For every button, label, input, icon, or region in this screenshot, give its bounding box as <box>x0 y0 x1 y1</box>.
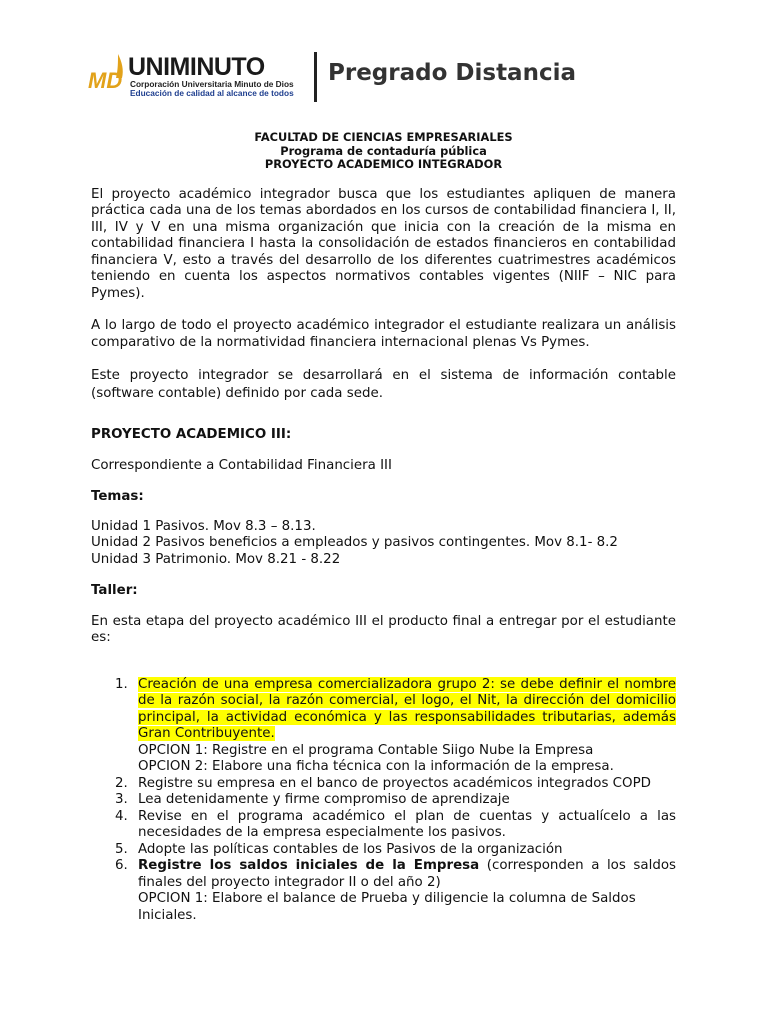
logo-subtitle: Corporación Universitaria Minuto de Dios <box>130 79 294 89</box>
units-list <box>91 519 676 569</box>
list-text-highlighted: Creación de una empresa comercializadora grupo 2: se debe definir el nombre de la razón social, la razón comercial, el logo, el Nit, la dirección del domicilio principal, la actividad económica y las responsabilidades tributarias, además Gran Contribuyente. <box>138 676 676 741</box>
list-number: 2. <box>115 775 128 791</box>
list-text: Revise en el programa académico el plan de cuentas y actualícelo a las necesidades de la empresa especialmente los pasivos. <box>138 808 676 840</box>
list-number: 4. <box>115 808 128 824</box>
faculty-title: FACULTAD DE CIENCIAS EMPRESARIALES <box>254 130 513 144</box>
section-title: PROYECTO ACADEMICO III: <box>91 427 292 442</box>
software-paragraph: Este proyecto integrador se desarrollará en el sistema de información contable (software contable) definido por cada sede. <box>91 368 676 401</box>
list-text: (corresponden a los saldos finales del proyecto integrador II o del año 2) <box>138 858 676 890</box>
list-item <box>91 842 676 859</box>
taller-intro: En esta etapa del proyecto académico III el producto final a entregar por el estudiante es: <box>91 613 676 645</box>
option-text: OPCION 1: Registre en el programa Contable Siigo Nube la Empresa <box>138 742 594 758</box>
list-text-bold: Registre los saldos iniciales de la Empresa <box>138 858 480 873</box>
list-item <box>91 792 676 809</box>
unit-item: Unidad 3 Patrimonio. Mov 8.21 - 8.22 <box>91 551 341 567</box>
intro-paragraph: El proyecto académico integrador busca que los estudiantes apliquen de manera práctica cada una de los temas abordados en los cursos de contabilidad financiera I, II, III, IV y V en una misma organización que inicia con la creación de la misma en contabilidad financiera I hasta la consolidación de estados financieros en contabilidad financiera V, esto a través del desarrollo de los diferentes cuatrimestres académicos teniendo en cuenta los aspectos normativos contables vigentes (NIIF – NIC para Pymes). <box>91 186 676 301</box>
deliverables-list <box>91 677 676 925</box>
list-text: Registre su empresa en el banco de proyectos académicos integrados COPD <box>138 775 651 791</box>
list-number: 3. <box>115 792 128 807</box>
list-item <box>91 809 676 842</box>
document-titles <box>91 131 676 172</box>
list-text: Lea detenidamente y firme compromiso de aprendizaje <box>138 792 510 807</box>
option-text: OPCION 2: Elabore una ficha técnica con la información de la empresa. <box>138 759 614 774</box>
program-subtitle: Programa de contaduría pública <box>280 143 487 158</box>
document-body <box>91 131 676 924</box>
taller-heading: Taller: <box>91 583 138 598</box>
unit-item: Unidad 2 Pasivos beneficios a empleados y pasivos contingentes. Mov 8.1- 8.2 <box>91 535 618 550</box>
program-title: Pregrado Distancia <box>328 60 576 86</box>
uniminuto-logo-icon <box>88 54 132 98</box>
list-item <box>91 677 676 776</box>
list-text: Adopte las políticas contables de los Pasivos de la organización <box>138 841 563 857</box>
unit-item: Unidad 1 Pasivos. Mov 8.3 – 8.13. <box>91 518 316 534</box>
logo-name: UNIMINUTO <box>128 53 265 81</box>
svg-text:MD: MD <box>88 68 123 93</box>
list-item <box>91 858 676 924</box>
comparison-paragraph: A lo largo de todo el proyecto académico integrador el estudiante realizara un análisis comparativo de la normatividad financiera internacional plenas Vs Pymes. <box>91 318 676 350</box>
list-number: 1. <box>115 676 128 692</box>
list-number: 6. <box>115 858 128 873</box>
header-divider <box>314 52 317 102</box>
correspondence-text: Correspondiente a Contabilidad Financiera III <box>91 457 392 473</box>
list-number: 5. <box>115 841 128 857</box>
list-item <box>91 776 676 793</box>
document-header <box>88 48 688 104</box>
option-text: OPCION 1: Elabore el balance de Prueba y diligencie la columna de Saldos Iniciales. <box>138 891 636 923</box>
project-title: PROYECTO ACADEMICO INTEGRADOR <box>264 157 503 171</box>
logo-slogan: Educación de calidad al alcance de todos <box>130 88 294 98</box>
temas-heading: Temas: <box>91 489 144 504</box>
